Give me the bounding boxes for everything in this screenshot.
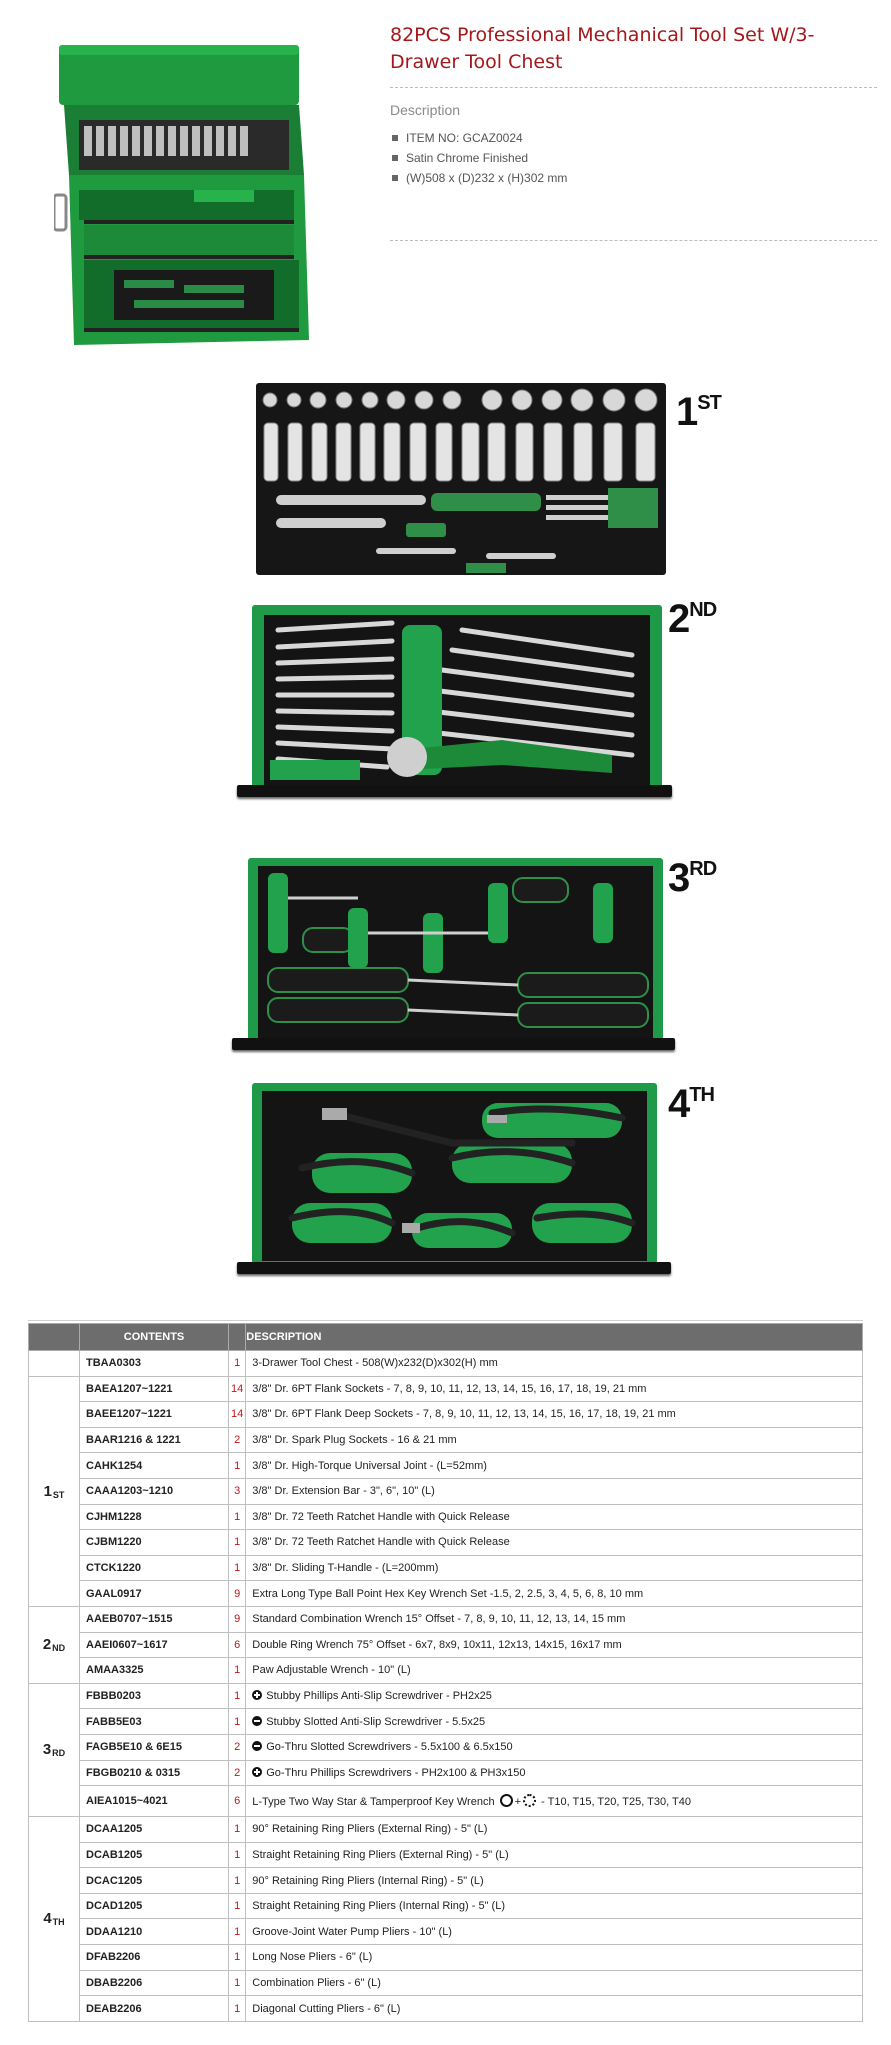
item-description: 90° Retaining Ring Pliers (External Ring) - 5" (L): [246, 1817, 863, 1843]
item-qty: 1: [229, 1893, 246, 1919]
table-row: [29, 1817, 863, 1843]
item-qty: 1: [229, 1970, 246, 1996]
header-description: DESCRIPTION: [246, 1324, 863, 1351]
item-code: GAAL0917: [80, 1581, 229, 1607]
table-row: [29, 1606, 863, 1632]
item-description: 3/8" Dr. High-Torque Universal Joint - (L=52mm): [246, 1453, 863, 1479]
bullet-icon: [392, 155, 398, 161]
tamperproof-key-icon: [523, 1794, 536, 1807]
item-qty: 1: [229, 1868, 246, 1894]
drawer-4-image: [252, 1083, 657, 1268]
table-row: [29, 1709, 863, 1735]
item-qty: 1: [229, 1996, 246, 2022]
drawer-3-image: [248, 858, 663, 1048]
item-qty: 14: [229, 1402, 246, 1428]
item-code: CJHM1228: [80, 1504, 229, 1530]
item-code: CJBM1220: [80, 1530, 229, 1556]
item-code: FAGB5E10 & 6E15: [80, 1734, 229, 1760]
item-code: CAHK1254: [80, 1453, 229, 1479]
item-description: Go-Thru Phillips Screwdrivers - PH2x100 & PH3x150: [246, 1760, 863, 1786]
item-code: DCAB1205: [80, 1842, 229, 1868]
item-description: Extra Long Type Ball Point Hex Key Wrench Set -1.5, 2, 2.5, 3, 4, 5, 6, 8, 10 mm: [246, 1581, 863, 1607]
item-qty: 6: [229, 1786, 246, 1817]
item-description: Long Nose Pliers - 6" (L): [246, 1945, 863, 1971]
table-row: [29, 1402, 863, 1428]
header-drawer-cell: [29, 1324, 80, 1351]
drawer-2-image: [252, 605, 662, 795]
item-code: CTCK1220: [80, 1555, 229, 1581]
item-description: L-Type Two Way Star & Tamperproof Key Wrench + - T10, T15, T20, T25, T30, T40: [246, 1786, 863, 1817]
table-body: [29, 1351, 863, 2022]
drawer-1-image: [256, 383, 666, 575]
item-qty: 1: [229, 1842, 246, 1868]
drawer-1-label: 1ST: [676, 390, 721, 434]
item-code: DBAB2206: [80, 1970, 229, 1996]
item-code: AAEB0707~1515: [80, 1606, 229, 1632]
table-row: [29, 1632, 863, 1658]
drawer-2-rail: [237, 785, 672, 797]
drawer-2-label: 2ND: [668, 597, 717, 641]
item-description: Double Ring Wrench 75° Offset - 6x7, 8x9, 10x11, 12x13, 14x15, 16x17 mm: [246, 1632, 863, 1658]
table-row: [29, 1427, 863, 1453]
item-description: Stubby Phillips Anti-Slip Screwdriver - PH2x25: [246, 1683, 863, 1709]
item-qty: 14: [229, 1376, 246, 1402]
item-qty: 1: [229, 1530, 246, 1556]
drawer-number-cell: $2_{ND}$: [29, 1606, 80, 1683]
item-code: DCAD1205: [80, 1893, 229, 1919]
table-row: [29, 1760, 863, 1786]
table-row: [29, 1893, 863, 1919]
table-row: [29, 1530, 863, 1556]
table-top-rule: [28, 1320, 863, 1321]
drawer-4-label: 4TH: [668, 1082, 714, 1126]
phillips-icon: [252, 1767, 262, 1777]
item-qty: 1: [229, 1453, 246, 1479]
item-code: FBGB0210 & 0315: [80, 1760, 229, 1786]
table-row: [29, 1504, 863, 1530]
spec-list: [392, 128, 567, 188]
divider: [390, 240, 877, 241]
contents-table: [28, 1323, 863, 2022]
item-code: DDAA1210: [80, 1919, 229, 1945]
item-description: Standard Combination Wrench 15° Offset - 7, 8, 9, 10, 11, 12, 13, 14, 15 mm: [246, 1606, 863, 1632]
item-qty: 1: [229, 1683, 246, 1709]
item-description: 3/8" Dr. 72 Teeth Ratchet Handle with Quick Release: [246, 1504, 863, 1530]
item-description: Straight Retaining Ring Pliers (Internal Ring) - 5" (L): [246, 1893, 863, 1919]
item-description: Go-Thru Slotted Screwdrivers - 5.5x100 & 6.5x150: [246, 1734, 863, 1760]
item-qty: 2: [229, 1734, 246, 1760]
item-qty: 1: [229, 1817, 246, 1843]
table-row: [29, 1683, 863, 1709]
item-qty: 1: [229, 1555, 246, 1581]
item-qty: 2: [229, 1427, 246, 1453]
item-description: 3/8" Dr. 6PT Flank Deep Sockets - 7, 8, 9, 10, 11, 12, 13, 14, 15, 16, 17, 18, 19, 21 mm: [246, 1402, 863, 1428]
spec-item: ITEM NO: GCAZ0024: [392, 128, 567, 148]
slotted-icon: [252, 1716, 262, 1726]
spec-item: Satin Chrome Finished: [392, 148, 567, 168]
header-qty-cell: [229, 1324, 246, 1351]
table-row: [29, 1478, 863, 1504]
item-qty: 6: [229, 1632, 246, 1658]
table-header-row: [29, 1324, 863, 1351]
header-contents: CONTENTS: [80, 1324, 229, 1351]
item-code: AIEA1015~4021: [80, 1786, 229, 1817]
table-row: [29, 1658, 863, 1684]
tool-chest-image: [54, 40, 316, 358]
item-qty: 2: [229, 1760, 246, 1786]
bullet-icon: [392, 135, 398, 141]
table-row: [29, 1919, 863, 1945]
item-code: BAAR1216 & 1221: [80, 1427, 229, 1453]
star-key-icon: [500, 1794, 513, 1807]
table-row: [29, 1945, 863, 1971]
item-code: AMAA3325: [80, 1658, 229, 1684]
item-code: FBBB0203: [80, 1683, 229, 1709]
drawer-3-rail: [232, 1038, 675, 1050]
drawer-number-cell: $1_{ST}$: [29, 1376, 80, 1606]
item-qty: 9: [229, 1581, 246, 1607]
item-code: BAEE1207~1221: [80, 1402, 229, 1428]
item-description: 90° Retaining Ring Pliers (Internal Ring) - 5" (L): [246, 1868, 863, 1894]
item-code: AAEI0607~1617: [80, 1632, 229, 1658]
item-description: Stubby Slotted Anti-Slip Screwdriver - 5.5x25: [246, 1709, 863, 1735]
item-code: BAEA1207~1221: [80, 1376, 229, 1402]
item-qty: 9: [229, 1606, 246, 1632]
item-code: TBAA0303: [80, 1351, 229, 1377]
item-code: DFAB2206: [80, 1945, 229, 1971]
divider: [390, 87, 877, 88]
phillips-icon: [252, 1690, 262, 1700]
drawer-number-cell: $4_{TH}$: [29, 1817, 80, 2022]
table-row: [29, 1581, 863, 1607]
table-row: [29, 1734, 863, 1760]
table-row: [29, 1376, 863, 1402]
drawer-3-label: 3RD: [668, 856, 717, 900]
item-description: Diagonal Cutting Pliers - 6" (L): [246, 1996, 863, 2022]
table-row: [29, 1786, 863, 1817]
item-description: Straight Retaining Ring Pliers (External Ring) - 5" (L): [246, 1842, 863, 1868]
item-description: 3/8" Dr. Extension Bar - 3", 6", 10" (L): [246, 1478, 863, 1504]
table-row: [29, 1970, 863, 1996]
item-qty: 1: [229, 1351, 246, 1377]
table-row: [29, 1555, 863, 1581]
drawer-4-rail: [237, 1262, 671, 1274]
drawer-cell: [29, 1351, 80, 1377]
item-code: DEAB2206: [80, 1996, 229, 2022]
table-row: [29, 1868, 863, 1894]
item-description: 3/8" Dr. Spark Plug Sockets - 16 & 21 mm: [246, 1427, 863, 1453]
item-code: DCAA1205: [80, 1817, 229, 1843]
table-row: [29, 1996, 863, 2022]
item-description: 3/8" Dr. 6PT Flank Sockets - 7, 8, 9, 10, 11, 12, 13, 14, 15, 16, 17, 18, 19, 21 mm: [246, 1376, 863, 1402]
item-description: Paw Adjustable Wrench - 10" (L): [246, 1658, 863, 1684]
table-row: [29, 1453, 863, 1479]
drawer-number-cell: $3_{RD}$: [29, 1683, 80, 1816]
table-row: [29, 1351, 863, 1377]
item-qty: 1: [229, 1945, 246, 1971]
item-code: DCAC1205: [80, 1868, 229, 1894]
item-description: 3/8" Dr. Sliding T-Handle - (L=200mm): [246, 1555, 863, 1581]
spec-item: (W)508 x (D)232 x (H)302 mm: [392, 168, 567, 188]
item-description: Combination Pliers - 6" (L): [246, 1970, 863, 1996]
item-qty: 1: [229, 1658, 246, 1684]
item-code: FABB5E03: [80, 1709, 229, 1735]
slotted-icon: [252, 1741, 262, 1751]
item-qty: 1: [229, 1504, 246, 1530]
item-qty: 1: [229, 1709, 246, 1735]
product-title: 82PCS Professional Mechanical Tool Set W/3-Drawer Tool Chest: [390, 24, 815, 73]
item-description: 3/8" Dr. 72 Teeth Ratchet Handle with Quick Release: [246, 1530, 863, 1556]
item-description: 3-Drawer Tool Chest - 508(W)x232(D)x302(H) mm: [246, 1351, 863, 1377]
table-row: [29, 1842, 863, 1868]
description-heading: Description: [390, 102, 461, 118]
item-qty: 3: [229, 1478, 246, 1504]
item-description: Groove-Joint Water Pump Pliers - 10" (L): [246, 1919, 863, 1945]
item-code: CAAA1203~1210: [80, 1478, 229, 1504]
item-qty: 1: [229, 1919, 246, 1945]
bullet-icon: [392, 175, 398, 181]
